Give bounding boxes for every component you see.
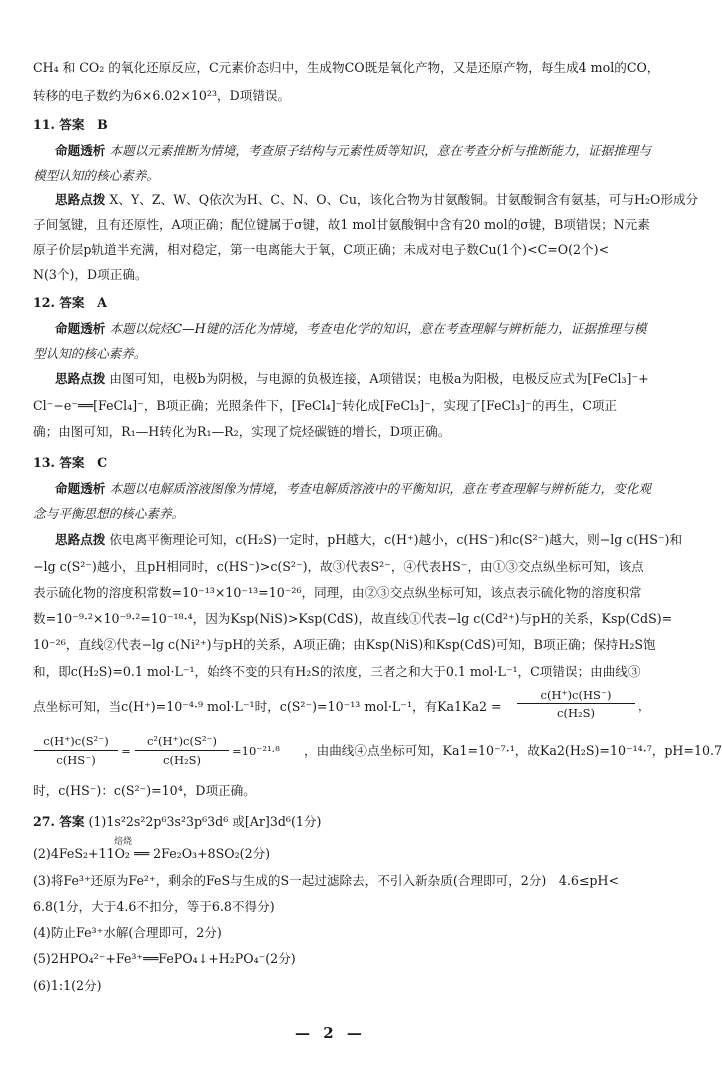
- analysis-label: 命题透析: [55, 143, 106, 158]
- text-line: (2)4FeS₂+11O₂ ══ 2Fe₂O₃+8SO₂(2分): [33, 846, 271, 861]
- hint-label: 思路点拨: [55, 371, 106, 386]
- analysis-text: 本题以烷烃C—H键的活化为情境，考查电化学的知识，意在考查理解与辨析能力，证据推理与模: [109, 321, 647, 336]
- hint-text: X、Y、Z、W、Q依次为H、C、N、O、Cu，该化合物为甘氨酸铜。甘氨酸铜含有氨基，可与H₂O形成分: [109, 192, 699, 207]
- analysis-paragraph-11: [55, 143, 651, 159]
- text-line: (3)将Fe³⁺还原为Fe²⁺，剩余的FeS与生成的S一起过滤除去，不引入新杂质(合理即可，2分) 4.6≤pH<: [33, 873, 620, 888]
- text-line: 时，c(HS⁻)：c(S²⁻)=10⁴，D项正确。: [33, 783, 256, 798]
- hint-text: 由图可知，电极b为阴极，与电源的负极连接，A项错误；电极a为阳极，电极反应式为[FeCl₃]⁻+: [109, 371, 649, 386]
- text-line: 数=10⁻⁹·²×10⁻⁹·²=10⁻¹⁸·⁴，因为Ksp(NiS)>Ksp(CdS)，故直线①代表−lg c(Cd²⁺)与pH的关系，Ksp(CdS)=: [33, 611, 673, 626]
- analysis-paragraph-12: [55, 321, 647, 337]
- text-line: (5)2HPO₄²⁻+Fe³⁺══FePO₄↓+H₂PO₄⁻(2分): [33, 951, 296, 966]
- text-line: 点坐标可知，当c(H⁺)=10⁻⁴·⁹ mol·L⁻¹时，c(S²⁻)=10⁻¹³ mol·L⁻¹，有Ka1Ka2 =: [33, 699, 502, 714]
- hint-text: 依电离平衡理论可知，c(H₂S)一定时，pH越大，c(H⁺)越小，c(HS⁻)和c(S²⁻)越大，则−lg c(HS⁻)和: [109, 532, 683, 547]
- text-line: −lg c(S²⁻)越小，且pH相同时，c(HS⁻)>c(S²⁻)，故③代表S²⁻，④代表HS⁻，由①③交点纵坐标可知，该点: [33, 559, 644, 574]
- hint-paragraph-12: [55, 371, 647, 387]
- hint-paragraph-13: [55, 532, 683, 548]
- fraction-denominator: c(H₂S): [163, 753, 201, 767]
- text-line: 表示硫化物的溶度积常数=10⁻¹³×10⁻¹³=10⁻²⁶，同理，由②③交点纵坐标可知，该点表示硫化物的溶度积常: [33, 585, 642, 600]
- analysis-label: 命题透析: [55, 321, 106, 336]
- analysis-paragraph-13: [55, 481, 651, 497]
- page-number: — 2 —: [295, 1024, 366, 1042]
- hint-paragraph-11: [55, 192, 699, 208]
- analysis-text: 本题以元素推断为情境，考查原子结构与元素性质等知识，意在考查分析与推断能力，证据推理与: [109, 143, 651, 158]
- equals-sign: =: [121, 744, 131, 758]
- text-line: 型认知的核心素养。: [33, 346, 147, 361]
- fraction-comma: ，: [638, 699, 650, 713]
- fraction-numerator: c(H⁺)c(HS⁻): [540, 688, 612, 702]
- answer-header-11: 11. 答案 B: [33, 117, 108, 132]
- text-line: (6)1:1(2分): [33, 978, 102, 993]
- text-line: (4)防止Fe³⁺水解(合理即可，2分): [33, 925, 222, 940]
- text-line: ，由曲线④点坐标可知，Ka1=10⁻⁷·¹，故Ka2(H₂S)=10⁻¹⁴·⁷，pH=10.7: [304, 743, 722, 758]
- fraction-numerator: c²(H⁺)c(S²⁻): [146, 734, 218, 748]
- fraction-bar: [34, 750, 118, 751]
- text-line: N(3个)，D项正确。: [33, 267, 148, 282]
- text-line: 和，即c(H₂S)=0.1 mol·L⁻¹，始终不变的只有H₂S的浓度，三者之和大于0.1 mol·L⁻¹，C项错误；由曲线③: [33, 664, 641, 679]
- hint-label: 思路点拨: [55, 192, 106, 207]
- answer-text: (1)1s²2s²2p⁶3s²3p⁶3d⁶ 或[Ar]3d⁶(1分): [88, 814, 322, 829]
- text-line: 子间氢键，且有还原性，A项正确；配位键属于σ键，故1 mol甘氨酸铜中含有20 mol的σ键，B项错误；N元素: [33, 217, 650, 232]
- text-line: 念与平衡思想的核心素养。: [33, 506, 185, 521]
- text-line: 确；由图可知，R₁—H转化为R₁—R₂，实现了烷烃碳链的增长，D项正确。: [33, 424, 451, 439]
- fraction-bar: [135, 750, 229, 751]
- answer-header-12: 12. 答案 A: [33, 295, 107, 310]
- text-line: 6.8(1分，大于4.6不扣分，等于6.8不得分): [33, 899, 275, 914]
- fraction-numerator: c(H⁺)c(S²⁻): [43, 734, 109, 748]
- text-line: CH₄ 和 CO₂ 的氧化还原反应，C元素价态归中，生成物CO既是氧化产物，又是还原产物，每生成4 mol的CO，: [33, 60, 660, 75]
- result-value: =10⁻²¹·⁸: [232, 744, 280, 758]
- answer-header-13: 13. 答案 C: [33, 455, 108, 470]
- text-line: 转移的电子数约为6×6.02×10²³，D项错误。: [33, 88, 291, 103]
- text-line: 10⁻²⁶，直线②代表−lg c(Ni²⁺)与pH的关系，A项正确；由Ksp(NiS)和Ksp(CdS)可知，B项正确；保持H₂S饱: [33, 637, 656, 652]
- reaction-condition: 焙烧: [113, 837, 132, 847]
- text-line: 模型认知的核心素养。: [33, 168, 159, 183]
- fraction-bar: [517, 703, 635, 704]
- fraction-denominator: c(H₂S): [557, 706, 595, 720]
- hint-label: 思路点拨: [55, 532, 106, 547]
- answer-header-27: [33, 814, 647, 830]
- analysis-label: 命题透析: [55, 481, 106, 496]
- answer-label: 27. 答案: [33, 814, 85, 829]
- text-line: 原子价层p轨道半充满，相对稳定，第一电离能大于氧，C项正确；未成对电子数Cu(1个)<C=O(2个)<: [33, 242, 610, 257]
- analysis-text: 本题以电解质溶液图像为情境，考查电解质溶液中的平衡知识，意在考查理解与辨析能力，变化观: [109, 481, 651, 496]
- text-line: Cl⁻−e⁻══[FeCl₄]⁻，B项正确；光照条件下，[FeCl₄]⁻转化成[FeCl₃]⁻，实现了[FeCl₃]⁻的再生，C项正: [33, 398, 618, 413]
- fraction-denominator: c(HS⁻): [56, 753, 96, 767]
